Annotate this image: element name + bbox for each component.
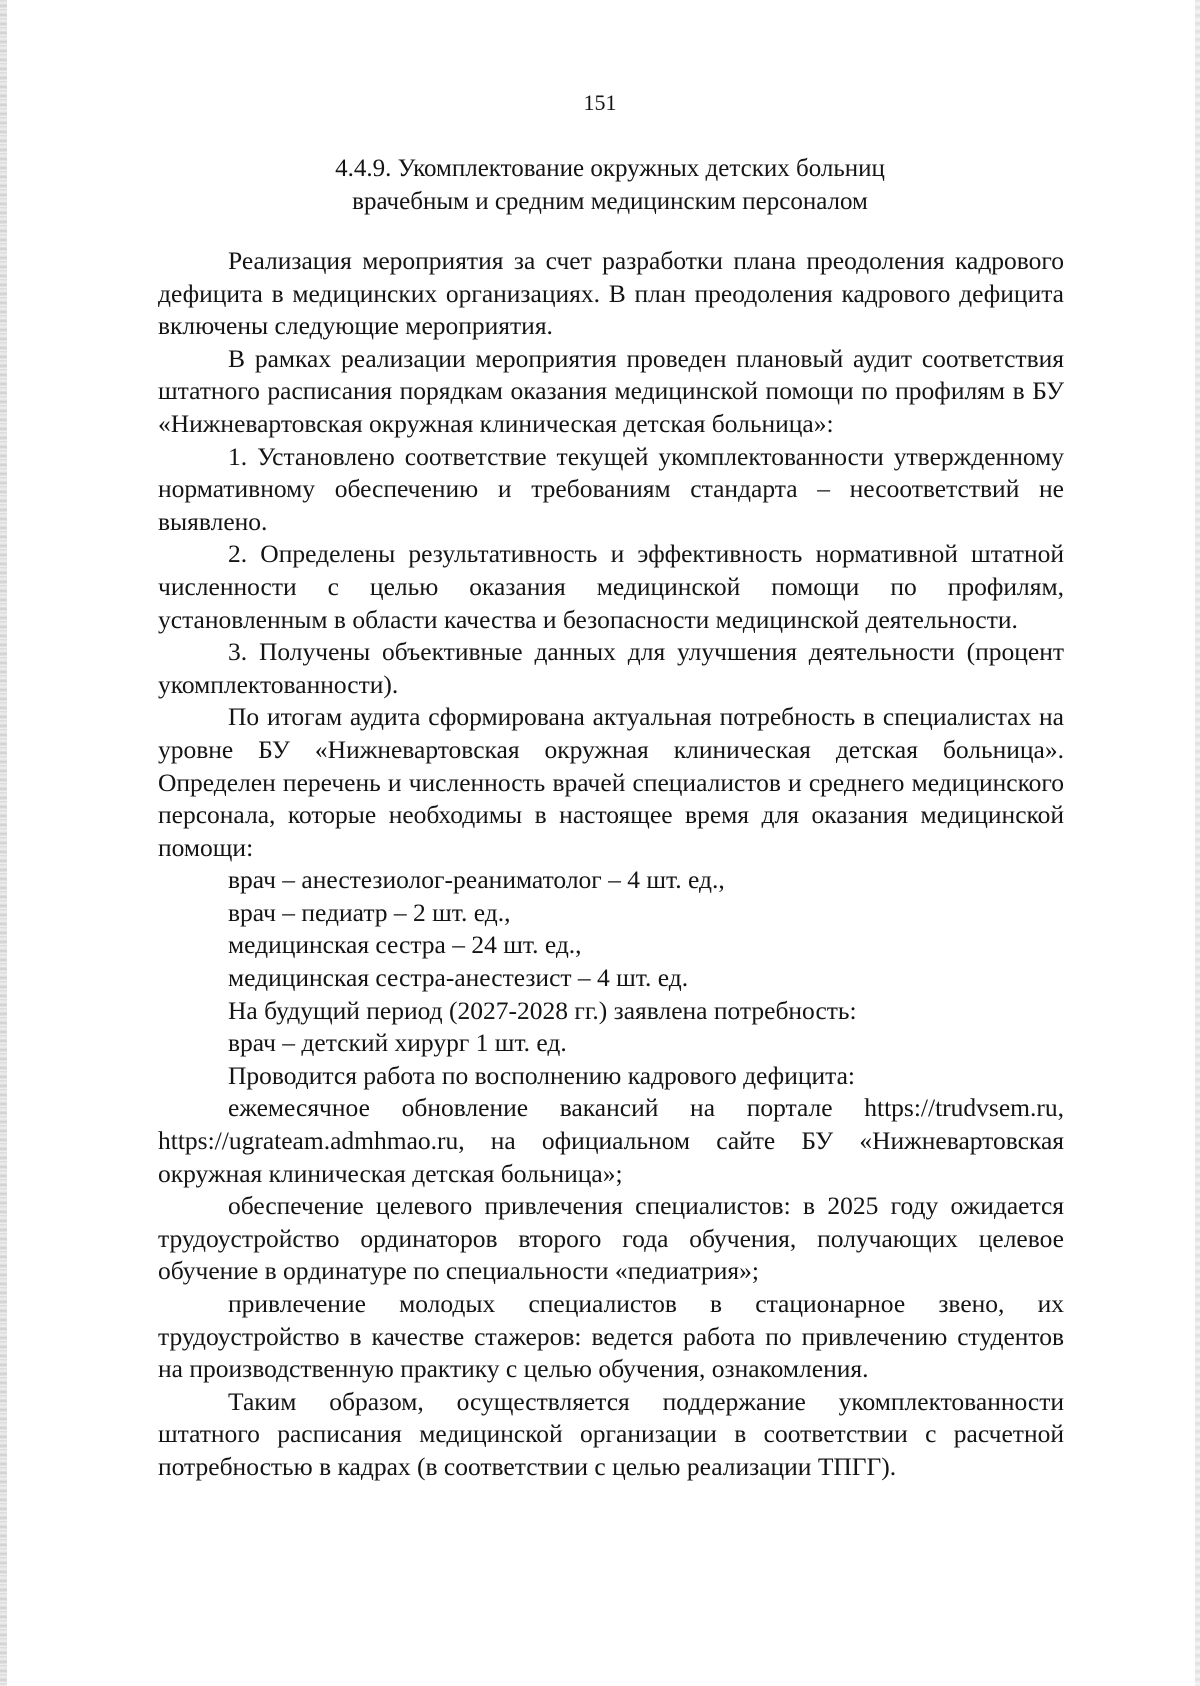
heading-line-2: врачебным и средним медицинским персоналом (352, 188, 868, 215)
paragraph-finding-2: 2. Определены результативность и эффективность нормативной штатной численности с целью оказания медицинской помощи по профилям, установленным в области качества и безопасности медицинской деятельности. (158, 539, 1064, 634)
section-heading (160, 152, 1060, 218)
work-item: обеспечение целевого привлечения специалистов: в 2025 году ожидается трудоустройство ординаторов второго года обучения, получающих целевое обучение в ординатуре по специальности «педиатрия»; (158, 1191, 1064, 1286)
document-body (158, 245, 1064, 1484)
staff-need-item: медицинская сестра – 24 шт. ед., (228, 930, 582, 960)
work-item: привлечение молодых специалистов в стационарное звено, их трудоустройство в качестве стажеров: ведется работа по привлечению студентов на производственную практику с целью обучения, ознакомления. (158, 1289, 1064, 1384)
staff-need-item: врач – педиатр – 2 шт. ед., (228, 897, 511, 927)
paragraph-audit: В рамках реализации мероприятия проведен плановый аудит соответствия штатного расписания порядкам оказания медицинской помощи по профилям в БУ «Нижневартовская окружная клиническая детская больница»: (158, 343, 1064, 438)
paragraph-conclusion: Таким образом, осуществляется поддержание укомплектованности штатного расписания медицинской организации в соответствии с расчетной потребностью в кадрах (в соответствии с целью реализации ТПГГ). (158, 1386, 1064, 1481)
staff-need-item: врач – анестезиолог-реаниматолог – 4 шт. ед., (228, 865, 725, 895)
page-number: 151 (583, 90, 617, 115)
paragraph-finding-1: 1. Установлено соответствие текущей укомплектованности утвержденному нормативному обеспечению и требованиям стандарта – несоответствий не выявлено. (158, 441, 1064, 536)
heading-line-1: 4.4.9. Укомплектование окружных детских больниц (335, 155, 885, 182)
paragraph-audit-results: По итогам аудита сформирована актуальная потребность в специалистах на уровне БУ «Нижневартовская окружная клиническая детская больница». Определен перечень и численность врачей специалистов и среднего медицинского персонала, которые необходимы в настоящее время для оказания медицинской помощи: (158, 702, 1064, 862)
future-need-item: врач – детский хирург 1 шт. ед. (228, 1028, 567, 1058)
future-need-intro: На будущий период (2027-2028 гг.) заявлена потребность: (228, 995, 857, 1025)
work-intro: Проводится работа по восполнению кадрового дефицита: (228, 1060, 855, 1090)
scan-edge-left (0, 0, 7, 1686)
paragraph-intro: Реализация мероприятия за счет разработки плана преодоления кадрового дефицита в медицинских организациях. В план преодоления кадрового дефицита включены следующие мероприятия. (158, 246, 1064, 341)
work-item: ежемесячное обновление вакансий на портале https://trudvsem.ru, https://ugrateam.admhmao.ru, на официальном сайте БУ «Нижневартовская окружная клиническая детская больница»; (158, 1093, 1064, 1188)
staff-need-item: медицинская сестра-анестезист – 4 шт. ед. (228, 963, 689, 993)
scan-edge-right (1195, 0, 1200, 1686)
paragraph-finding-3: 3. Получены объективные данных для улучшения деятельности (процент укомплектованности). (158, 637, 1064, 699)
